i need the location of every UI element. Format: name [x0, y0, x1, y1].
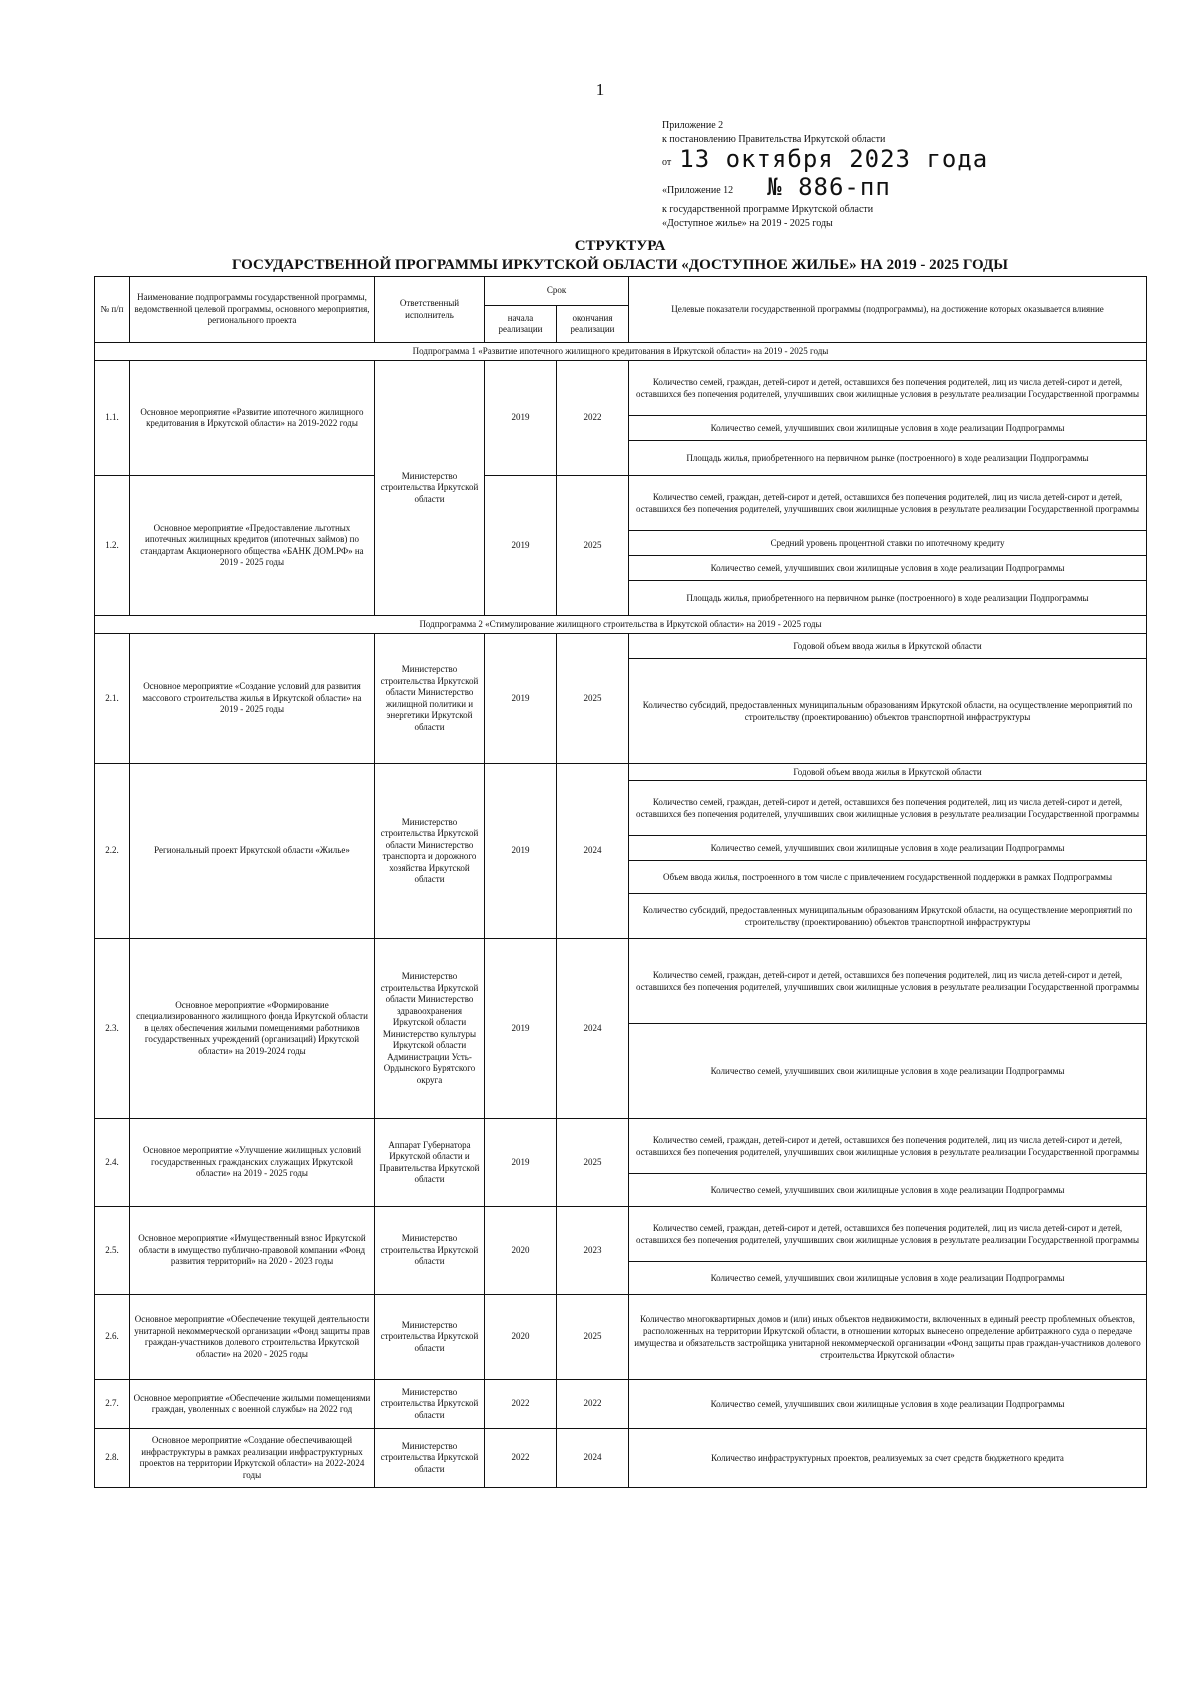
row-executor: Министерство строительства Иркутской области Министерство транспорта и дорожного хозяйства Иркутской области: [375, 764, 485, 939]
row-num: 2.3.: [95, 939, 130, 1119]
row-end: 2025: [557, 1119, 629, 1207]
table-row: [95, 1380, 1147, 1429]
row-start: 2022: [485, 1380, 557, 1429]
row-num: 2.7.: [95, 1380, 130, 1429]
row-executor: Министерство строительства Иркутской области: [375, 1380, 485, 1429]
row-num: 2.8.: [95, 1429, 130, 1488]
appendix-date-line: [662, 147, 1102, 175]
row-name: Основное мероприятие «Обеспечение жилыми помещениями граждан, уволенных с военной службы» на 2022 год: [130, 1380, 375, 1429]
header-end: окончания реализации: [557, 306, 629, 343]
row-name: Региональный проект Иркутской области «Жилье»: [130, 764, 375, 939]
row-indicator: Количество семей, улучшивших свои жилищные условия в ходе реализации Подпрограммы: [629, 1024, 1147, 1119]
row-name: Основное мероприятие «Улучшение жилищных условий государственных гражданских служащих Иркутской области» на 2019 - 2025 годы: [130, 1119, 375, 1207]
row-indicator: Количество семей, улучшивших свои жилищные условия в ходе реализации Подпрограммы: [629, 836, 1147, 861]
row-end: 2022: [557, 361, 629, 476]
row-num: 2.6.: [95, 1295, 130, 1380]
header-num: № п/п: [95, 277, 130, 343]
table-row: [95, 634, 1147, 659]
table-row: [95, 476, 1147, 531]
row-indicator: Количество семей, улучшивших свои жилищные условия в ходе реализации Подпрограммы: [629, 1262, 1147, 1295]
row-indicator: Количество семей, улучшивших свои жилищные условия в ходе реализации Подпрограммы: [629, 1380, 1147, 1429]
row-num: 2.4.: [95, 1119, 130, 1207]
table-row: [95, 1295, 1147, 1380]
section-title: Подпрограмма 1 «Развитие ипотечного жилищного кредитования в Иркутской области» на 2019 - 2025 годы: [95, 343, 1147, 361]
section-title: Подпрограмма 2 «Стимулирование жилищного строительства в Иркутской области» на 2019 - 2025 годы: [95, 616, 1147, 634]
table-row: [95, 1429, 1147, 1488]
row-start: 2020: [485, 1295, 557, 1380]
row-indicator: Количество семей, граждан, детей-сирот и детей, оставшихся без попечения родителей, лиц из числа детей-сирот и детей, оставшихся без попечения родителей, улучшивших свои жилищные условия в результате реализации Государственной программы: [629, 1207, 1147, 1262]
header-name: Наименование подпрограммы государственной программы, ведомственной целевой программы, основного мероприятия, регионального проекта: [130, 277, 375, 343]
row-executor: Министерство строительства Иркутской области Министерство здравоохранения Иркутской области Министерство культуры Иркутской области Администрации Усть-Ордынского Бурятского округа: [375, 939, 485, 1119]
table-row: [95, 1119, 1147, 1174]
row-executor: Министерство строительства Иркутской области: [375, 1207, 485, 1295]
row-indicator: Количество семей, граждан, детей-сирот и детей, оставшихся без попечения родителей, лиц из числа детей-сирот и детей, оставшихся без попечения родителей, улучшивших свои жилищные условия в результате реализации Государственной программы: [629, 1119, 1147, 1174]
row-name: Основное мероприятие «Создание условий для развития массового строительства жилья в Иркутской области» на 2019 - 2025 годы: [130, 634, 375, 764]
row-indicator: Количество субсидий, предоставленных муниципальным образованиям Иркутской области, на осуществление мероприятий по строительству (проектированию) объектов транспортной инфраструктуры: [629, 894, 1147, 939]
row-executor: Министерство строительства Иркутской области: [375, 361, 485, 616]
row-start: 2019: [485, 361, 557, 476]
row-indicator: Средний уровень процентной ставки по ипотечному кредиту: [629, 531, 1147, 556]
appendix-line: Приложение 2: [662, 120, 724, 131]
row-start: 2019: [485, 634, 557, 764]
section-row: [95, 343, 1147, 361]
row-indicator: Количество инфраструктурных проектов, реализуемых за счет средств бюджетного кредита: [629, 1429, 1147, 1488]
row-indicator: Годовой объем ввода жилья в Иркутской области: [629, 634, 1147, 659]
appendix-line: к постановлению Правительства Иркутской области: [662, 134, 886, 145]
row-name: Основное мероприятие «Создание обеспечивающей инфраструктуры в рамках реализации инфраструктурных проектов на территории Иркутской области» на 2022-2024 годы: [130, 1429, 375, 1488]
table-header-row: [95, 277, 1147, 306]
row-indicator: Площадь жилья, приобретенного на первичном рынке (построенного) в ходе реализации Подпрограммы: [629, 441, 1147, 476]
row-num: 2.2.: [95, 764, 130, 939]
page-number: 1: [595, 80, 605, 99]
row-end: 2023: [557, 1207, 629, 1295]
header-start: начала реализации: [485, 306, 557, 343]
row-indicator: Количество семей, граждан, детей-сирот и детей, оставшихся без попечения родителей, лиц из числа детей-сирот и детей, оставшихся без попечения родителей, улучшивших свои жилищные условия в результате реализации Государственной программы: [629, 476, 1147, 531]
row-end: 2024: [557, 939, 629, 1119]
row-name: Основное мероприятие «Предоставление льготных ипотечных жилищных кредитов (ипотечных займов) по стандартам Акционерного общества «БАНК ДОМ.РФ» на 2019 - 2025 годы: [130, 476, 375, 616]
row-indicator: Количество субсидий, предоставленных муниципальным образованиям Иркутской области, на осуществление мероприятий по строительству (проектированию) объектов транспортной инфраструктуры: [629, 659, 1147, 764]
row-num: 1.1.: [95, 361, 130, 476]
row-executor: Министерство строительства Иркутской области: [375, 1429, 485, 1488]
row-executor: Аппарат Губернатора Иркутской области и Правительства Иркутской области: [375, 1119, 485, 1207]
appendix-number-line: [662, 175, 1102, 203]
row-executor: Министерство строительства Иркутской области: [375, 1295, 485, 1380]
row-start: 2019: [485, 1119, 557, 1207]
table-row: [95, 361, 1147, 416]
handwritten-number: № 886-пп: [767, 173, 891, 201]
row-end: 2024: [557, 1429, 629, 1488]
row-end: 2025: [557, 634, 629, 764]
appendix-12: «Приложение 12: [662, 185, 734, 196]
appendix-block: [662, 119, 1102, 231]
row-indicator: Количество семей, улучшивших свои жилищные условия в ходе реализации Подпрограммы: [629, 556, 1147, 581]
table-row: [95, 1207, 1147, 1262]
row-indicator: Количество семей, граждан, детей-сирот и детей, оставшихся без попечения родителей, лиц из числа детей-сирот и детей, оставшихся без попечения родителей, улучшивших свои жилищные условия в результате реализации Государственной программы: [629, 361, 1147, 416]
structure-table: [94, 276, 1147, 1488]
row-end: 2025: [557, 476, 629, 616]
row-indicator: Площадь жилья, приобретенного на первичном рынке (построенного) в ходе реализации Подпрограммы: [629, 581, 1147, 616]
row-indicator: Количество многоквартирных домов и (или) иных объектов недвижимости, включенных в единый реестр проблемных объектов, расположенных на территории Иркутской области, в отношении которых вынесено определение арбитражного суда о передаче имущества и обязательств застройщика унитарной некоммерческой организации «Фонд защиты прав граждан-участников долевого строительства Иркутской области»: [629, 1295, 1147, 1380]
header-executor: Ответственный исполнитель: [375, 277, 485, 343]
table-row: [95, 764, 1147, 781]
row-start: 2019: [485, 764, 557, 939]
row-indicator: Количество семей, граждан, детей-сирот и детей, оставшихся без попечения родителей, лиц из числа детей-сирот и детей, оставшихся без попечения родителей, улучшивших свои жилищные условия в результате реализации Государственной программы: [629, 939, 1147, 1024]
row-start: 2020: [485, 1207, 557, 1295]
row-start: 2022: [485, 1429, 557, 1488]
row-name: Основное мероприятие «Имущественный взнос Иркутской области в имущество публично-правовой компании «Фонд развития территорий» на 2020 - 2023 годы: [130, 1207, 375, 1295]
row-num: 2.1.: [95, 634, 130, 764]
row-end: 2022: [557, 1380, 629, 1429]
appendix-line: «Доступное жилье» на 2019 - 2025 годы: [662, 218, 833, 229]
table-row: [95, 939, 1147, 1024]
row-indicator: Количество семей, граждан, детей-сирот и детей, оставшихся без попечения родителей, лиц из числа детей-сирот и детей, оставшихся без попечения родителей, улучшивших свои жилищные условия в результате реализации Государственной программы: [629, 781, 1147, 836]
header-indicators: Целевые показатели государственной программы (подпрограммы), на достижение которых оказывается влияние: [629, 277, 1147, 343]
section-row: [95, 616, 1147, 634]
row-indicator: Объем ввода жилья, построенного в том числе с привлечением государственной поддержки в рамках Подпрограммы: [629, 861, 1147, 894]
row-executor: Министерство строительства Иркутской области Министерство жилищной политики и энергетики Иркутской области: [375, 634, 485, 764]
row-end: 2025: [557, 1295, 629, 1380]
row-indicator: Годовой объем ввода жилья в Иркутской области: [629, 764, 1147, 781]
row-indicator: Количество семей, улучшивших свои жилищные условия в ходе реализации Подпрограммы: [629, 416, 1147, 441]
document-subtitle: ГОСУДАРСТВЕННОЙ ПРОГРАММЫ ИРКУТСКОЙ ОБЛАСТИ «ДОСТУПНОЕ ЖИЛЬЕ» НА 2019 - 2025 ГОДЫ: [231, 257, 1009, 273]
row-num: 1.2.: [95, 476, 130, 616]
document-title: СТРУКТУРА: [574, 238, 666, 254]
row-name: Основное мероприятие «Формирование специализированного жилищного фонда Иркутской области в целях обеспечения жилыми помещениями работников государственных учреждений (организаций) Иркутской области» на 2019-2024 годы: [130, 939, 375, 1119]
row-start: 2019: [485, 939, 557, 1119]
appendix-line: к государственной программе Иркутской области: [662, 204, 874, 215]
date-prefix: от: [662, 157, 672, 168]
row-num: 2.5.: [95, 1207, 130, 1295]
row-name: Основное мероприятие «Развитие ипотечного жилищного кредитования в Иркутской области» на 2019-2022 годы: [130, 361, 375, 476]
row-end: 2024: [557, 764, 629, 939]
handwritten-date: 13 октября 2023 года: [679, 145, 989, 173]
row-name: Основное мероприятие «Обеспечение текущей деятельности унитарной некоммерческой организации «Фонд защиты прав граждан-участников долевого строительства Иркутской области» на 2020 - 2025 годы: [130, 1295, 375, 1380]
row-start: 2019: [485, 476, 557, 616]
row-indicator: Количество семей, улучшивших свои жилищные условия в ходе реализации Подпрограммы: [629, 1174, 1147, 1207]
header-term: Срок: [485, 277, 629, 306]
